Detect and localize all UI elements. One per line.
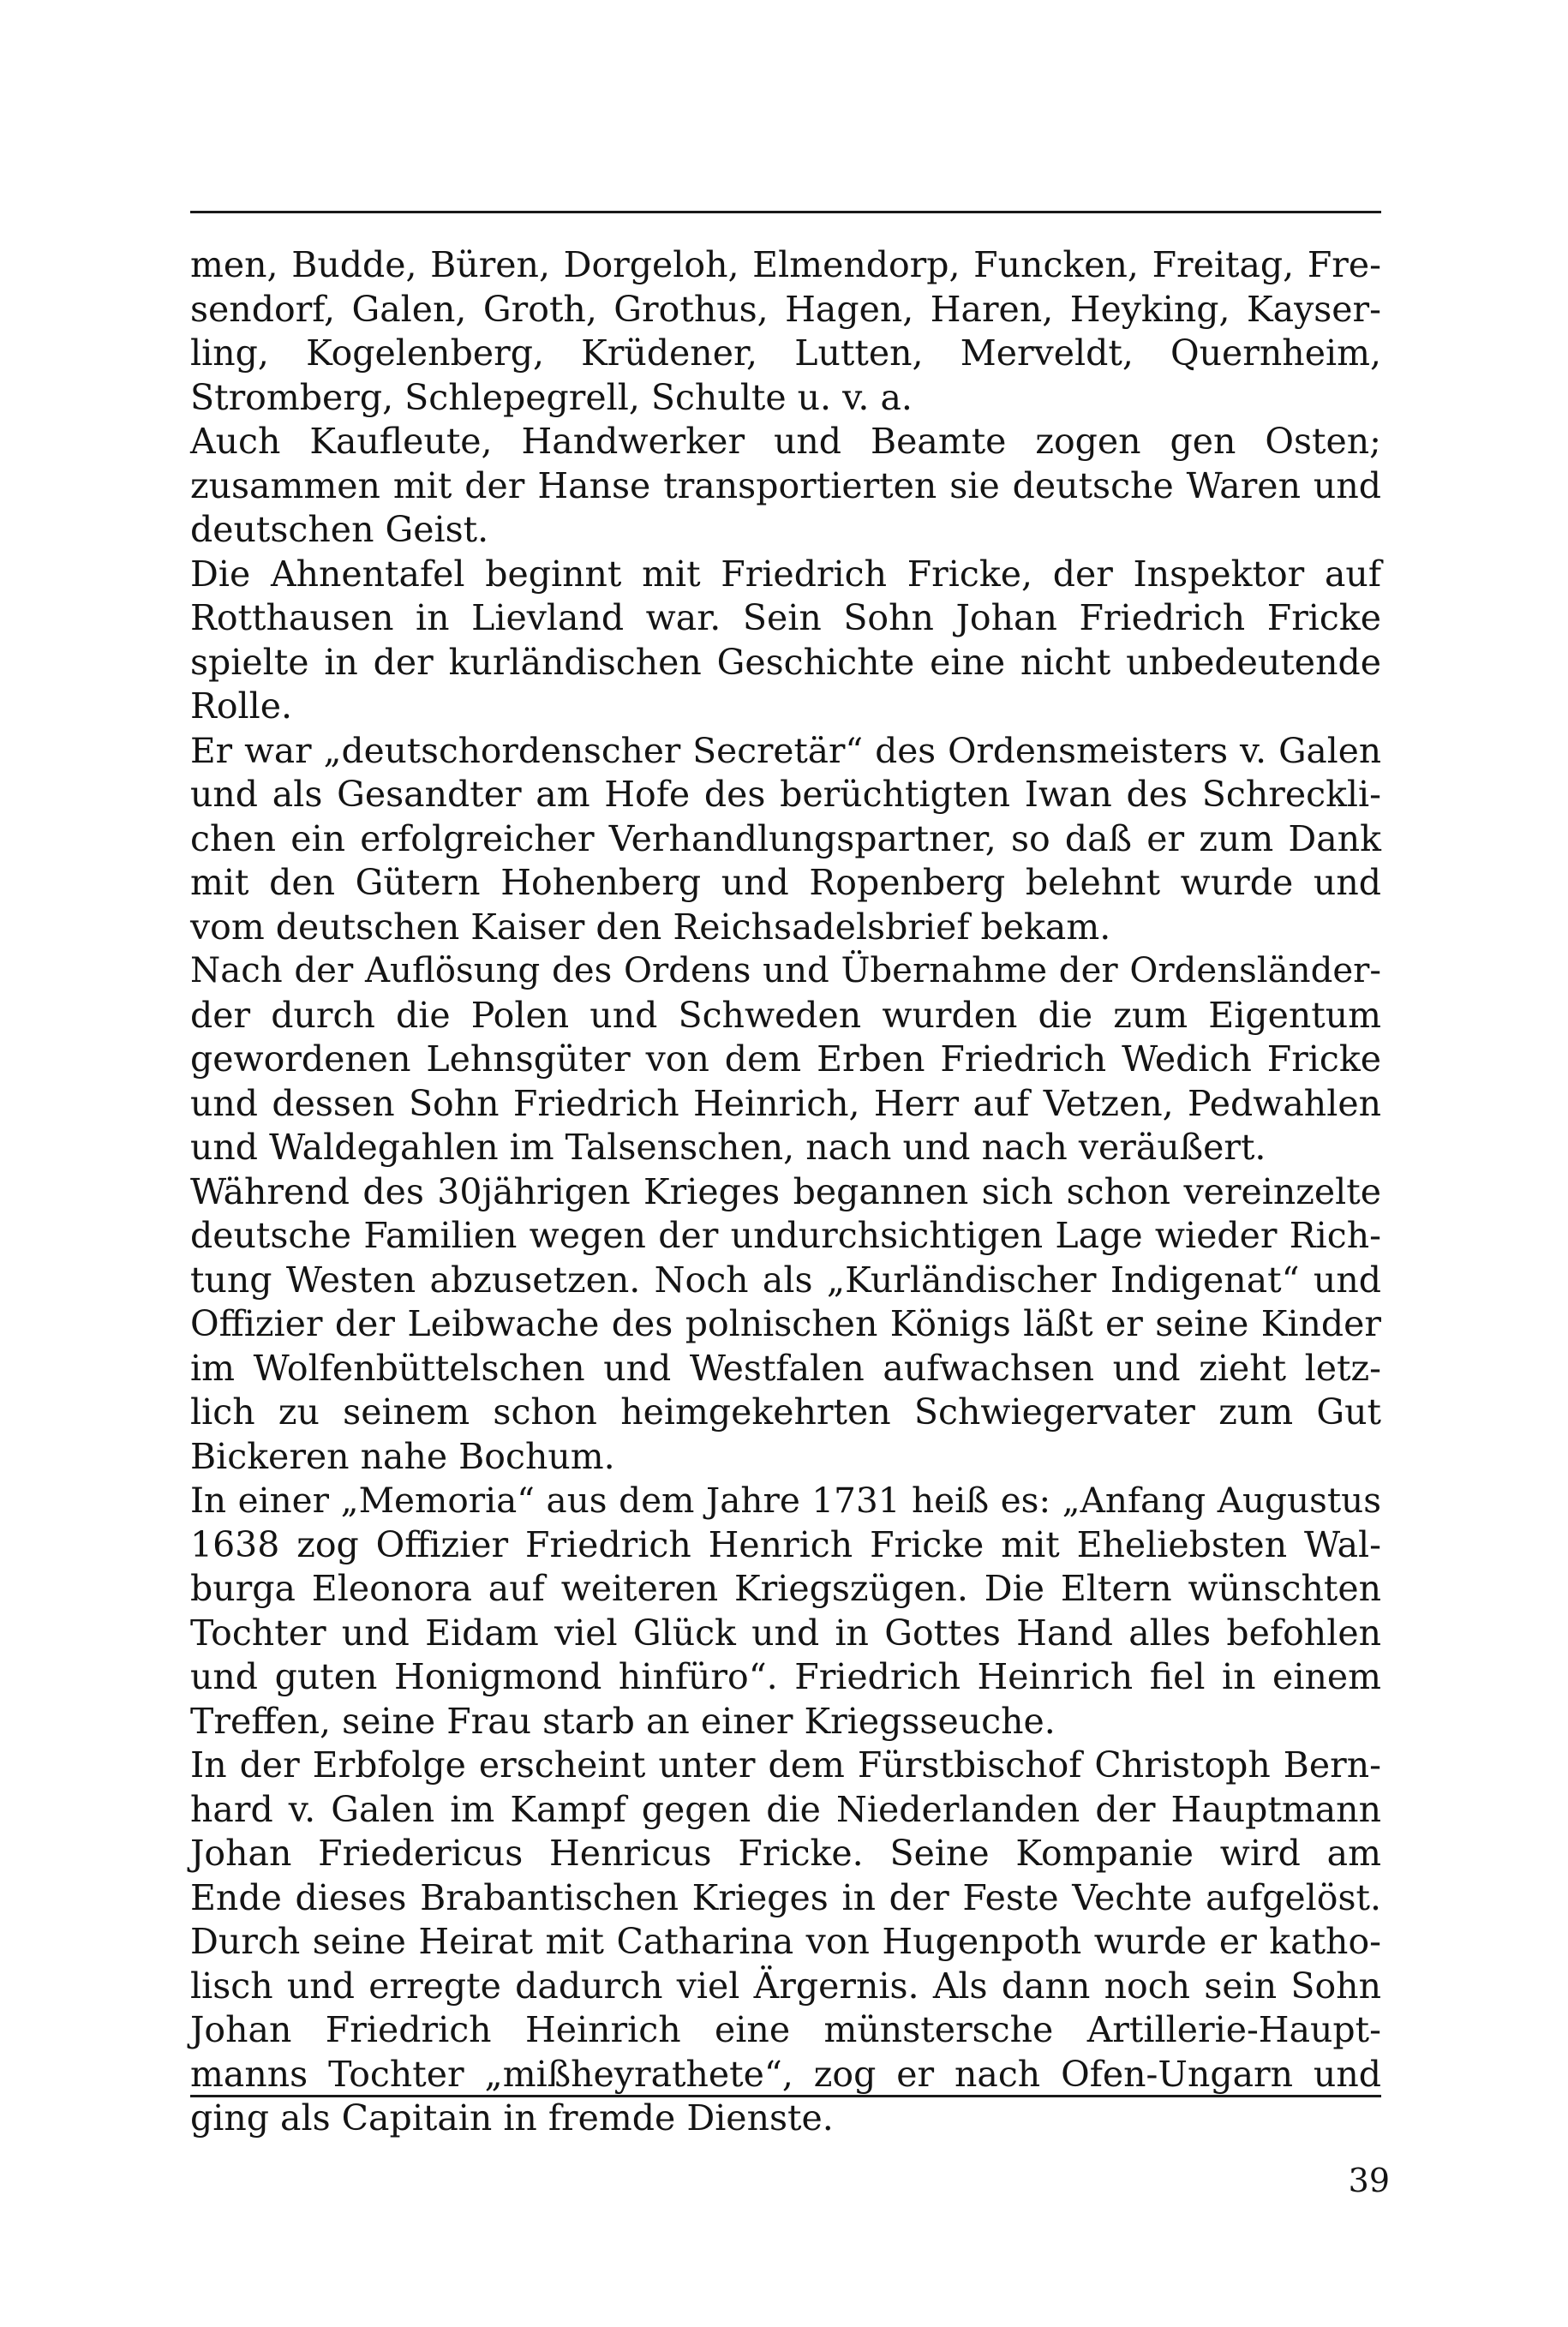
text-line: und Waldegahlen im Talsenschen, nach und nach veräußert. <box>190 1127 1266 1168</box>
text-line: im Wolfenbüttelschen und Westfalen aufwachsen und zieht letz- <box>190 1347 1381 1389</box>
text-line: Während des 30jährigen Krieges begannen sich schon vereinzelte <box>190 1170 1381 1212</box>
text-line: ging als Capitain in fremde Dienste. <box>190 2097 834 2139</box>
page-number: 39 <box>1348 2162 1390 2199</box>
paragraph-succession <box>190 1744 1381 2141</box>
paragraph-families <box>190 243 1381 420</box>
paragraph-thirty-years-war <box>190 1170 1381 1480</box>
text-line: chen ein erfolgreicher Verhandlungspartner, so daß er zum Dank <box>190 817 1381 859</box>
text-line: Johan Friedericus Henricus Fricke. Seine Kompanie wird am <box>190 1833 1381 1874</box>
text-line: Rotthausen in Lievland war. Sein Sohn Johan Friedrich Fricke <box>190 597 1381 638</box>
text-line: deutschen Geist. <box>190 509 489 550</box>
text-line: zusammen mit der Hanse transportierten sie deutsche Waren und <box>190 464 1381 506</box>
top-rule <box>190 211 1381 213</box>
text-line: und als Gesandter am Hofe des berüchtigten Iwan des Schreckli- <box>190 774 1381 815</box>
text-line: Johan Friedrich Heinrich eine münstersche Artillerie-Haupt- <box>190 2009 1381 2050</box>
text-line: Ende dieses Brabantischen Krieges in der Feste Vechte aufgelöst. <box>190 1876 1381 1918</box>
text-line: hard v. Galen im Kampf gegen die Niederlanden der Hauptmann <box>190 1788 1381 1830</box>
text-line: ling, Kogelenberg, Krüdener, Lutten, Merveldt, Quernheim, <box>190 332 1381 374</box>
paragraph-memoria <box>190 1479 1381 1744</box>
text-line: manns Tochter „mißheyrathete“, zog er nach Ofen-Ungarn und <box>190 2053 1381 2095</box>
text-line: 1638 zog Offizier Friedrich Henrich Fricke mit Eheliebsten Wal- <box>190 1523 1381 1565</box>
text-line: Nach der Auflösung des Ordens und Übernahme der Ordensländer- <box>190 951 1381 990</box>
text-line: spielte in der kurländischen Geschichte eine nicht unbedeutende <box>190 641 1381 683</box>
body-text <box>190 243 1381 2141</box>
text-line: Auch Kaufleute, Handwerker und Beamte zogen gen Osten; <box>190 421 1381 462</box>
text-line: men, Budde, Büren, Dorgeloh, Elmendorp, Funcken, Freitag, Fre- <box>190 244 1381 285</box>
text-line: Die Ahnentafel beginnt mit Friedrich Fricke, der Inspektor auf <box>190 553 1381 595</box>
text-line: und guten Honigmond hinfüro“. Friedrich Heinrich fiel in einem <box>190 1656 1381 1697</box>
text-line: deutsche Familien wegen der undurchsichtigen Lage wieder Rich- <box>190 1215 1381 1256</box>
text-line: Treffen, seine Frau starb an einer Kriegsseuche. <box>190 1700 1056 1742</box>
text-line: gewordenen Lehnsgüter von dem Erben Friedrich Wedich Fricke <box>190 1038 1381 1080</box>
text-line: In einer „Memoria“ aus dem Jahre 1731 heiß es: „Anfang Augustus <box>190 1480 1381 1521</box>
text-line: der durch die Polen und Schweden wurden die zum Eigentum <box>190 994 1381 1036</box>
text-line: Bickeren nahe Bochum. <box>190 1435 615 1477</box>
paragraph-order-dissolution <box>190 949 1381 1170</box>
bottom-rule <box>190 2095 1381 2097</box>
text-line: burga Eleonora auf weiteren Kriegszügen. Die Eltern wünschten <box>190 1568 1381 1609</box>
text-line: Stromberg, Schlepegrell, Schulte u. v. a. <box>190 376 913 418</box>
paragraph-secretary <box>190 729 1381 950</box>
text-line: Durch seine Heirat mit Catharina von Hugenpoth wurde er katho- <box>190 1921 1381 1962</box>
text-line: In der Erbfolge erscheint unter dem Fürstbischof Christoph Bern- <box>190 1744 1381 1786</box>
text-line: und dessen Sohn Friedrich Heinrich, Herr auf Vetzen, Pedwahlen <box>190 1082 1381 1124</box>
text-line: sendorf, Galen, Groth, Grothus, Hagen, Haren, Heyking, Kayser- <box>190 288 1381 330</box>
text-line: vom deutschen Kaiser den Reichsadelsbrief bekam. <box>190 906 1111 948</box>
text-line: Offizier der Leibwache des polnischen Königs läßt er seine Kinder <box>190 1303 1381 1344</box>
paragraph-ancestry <box>190 553 1381 729</box>
text-line: Rolle. <box>190 685 293 727</box>
text-line: lisch und erregte dadurch viel Ärgernis. Als dann noch sein Sohn <box>190 1965 1381 2007</box>
paragraph-merchants <box>190 420 1381 553</box>
text-line: Er war „deutschordenscher Secretär“ des Ordensmeisters v. Galen <box>190 729 1381 771</box>
text-line: tung Westen abzusetzen. Noch als „Kurländischer Indigenat“ und <box>190 1259 1381 1301</box>
text-line: lich zu seinem schon heimgekehrten Schwiegervater zum Gut <box>190 1391 1381 1433</box>
text-line: mit den Gütern Hohenberg und Ropenberg belehnt wurde und <box>190 862 1381 903</box>
text-line: Tochter und Eidam viel Glück und in Gottes Hand alles befohlen <box>190 1612 1381 1654</box>
